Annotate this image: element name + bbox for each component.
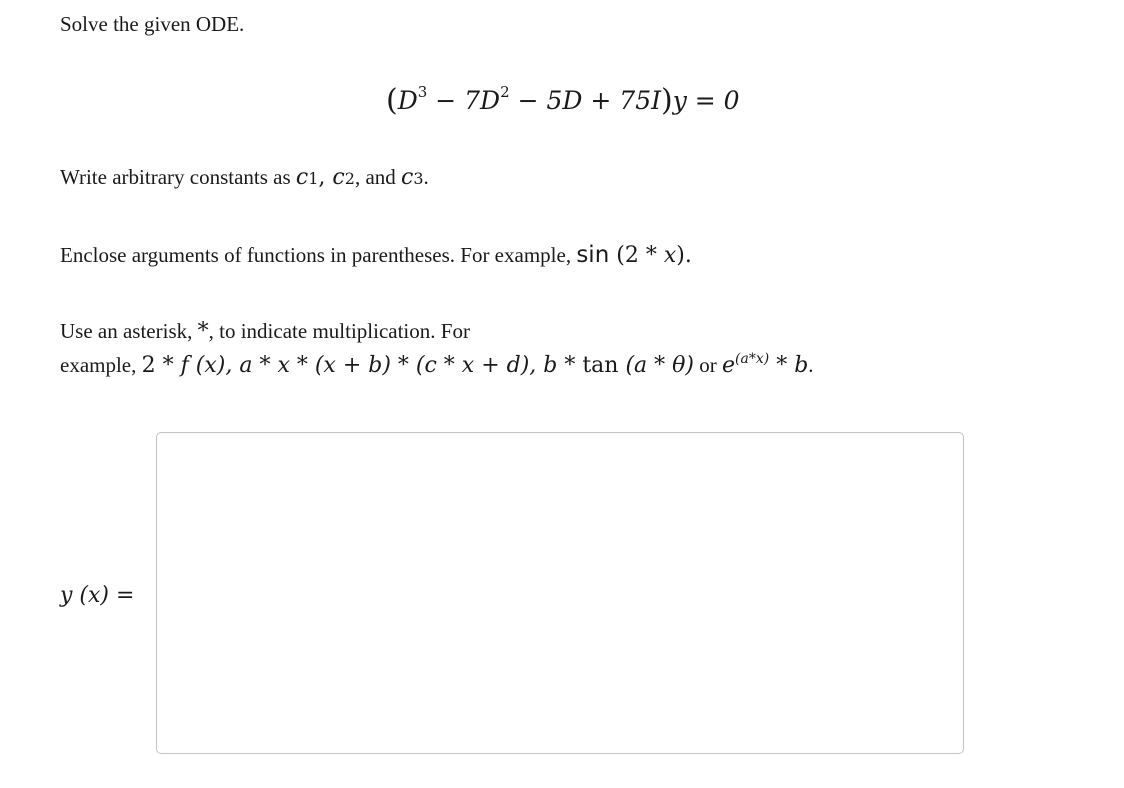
multiply-line1-prefix: Use an asterisk,	[60, 319, 198, 343]
equation-exp3: 3	[417, 82, 428, 101]
enclose-sin: sin	[576, 242, 610, 268]
equation-rhs: y = 0	[672, 86, 740, 115]
constant-c2-subscript: 2	[344, 169, 355, 188]
multiply-example1: 2 *	[141, 353, 181, 378]
equation-d: D	[397, 86, 418, 115]
multiply-example2: a * x * (x + b) * (c * x + d), b *	[239, 353, 583, 378]
equation-plus: +	[582, 86, 620, 115]
enclose-instruction	[60, 242, 692, 268]
answer-label-rest: (x) =	[72, 583, 135, 608]
multiply-example3: (a * θ)	[618, 353, 694, 378]
constants-suffix: .	[423, 165, 429, 189]
multiply-example1-rest: (x),	[188, 353, 240, 378]
enclose-arg-open: (2	[609, 243, 646, 268]
equation-open-paren: (	[386, 83, 398, 118]
multiply-or: or	[694, 353, 722, 377]
equation-minus1: −	[427, 86, 465, 115]
answer-input[interactable]	[156, 432, 964, 754]
multiply-line1-suffix: , to indicate multiplication. For	[208, 319, 470, 343]
question-intro: Solve the given ODE.	[60, 12, 245, 36]
constant-c3: c	[401, 165, 414, 190]
equation-close-paren: )	[660, 83, 673, 118]
constants-sep1: ,	[318, 165, 333, 190]
enclose-star: *	[645, 243, 657, 268]
multiply-e: e	[722, 353, 736, 378]
equation-term2: 7D	[464, 86, 501, 115]
multiply-period: .	[808, 353, 814, 377]
answer-label-y: y	[60, 583, 73, 608]
multiply-instruction-line1	[60, 319, 470, 344]
multiply-line2-prefix: example,	[60, 353, 142, 377]
constant-c3-subscript: 3	[413, 169, 424, 188]
multiply-instruction-line2	[60, 353, 814, 378]
answer-label	[60, 582, 134, 608]
constant-c2: c	[332, 165, 345, 190]
multiply-example1-f: f	[180, 353, 189, 378]
multiply-example4: * b	[769, 353, 809, 378]
equation-minus2: −	[509, 86, 547, 115]
constants-sep2: , and	[354, 165, 402, 189]
constants-instruction	[60, 165, 429, 190]
multiply-line1-star: *	[197, 319, 209, 344]
enclose-prefix: Enclose arguments of functions in parentheses. For example,	[60, 243, 577, 267]
ode-equation	[386, 82, 740, 117]
multiply-e-superscript: (a*x)	[735, 351, 770, 367]
constant-c1: c	[295, 165, 309, 190]
enclose-x: x	[656, 243, 677, 268]
constants-prefix: Write arbitrary constants as	[60, 165, 296, 189]
equation-exp2: 2	[500, 82, 510, 101]
multiply-tan: tan	[582, 353, 619, 378]
equation-term3: 5D	[546, 86, 583, 115]
enclose-arg-close: ).	[676, 243, 692, 268]
constant-c1-subscript: 1	[308, 169, 319, 188]
equation-term4: 75I	[619, 86, 661, 115]
